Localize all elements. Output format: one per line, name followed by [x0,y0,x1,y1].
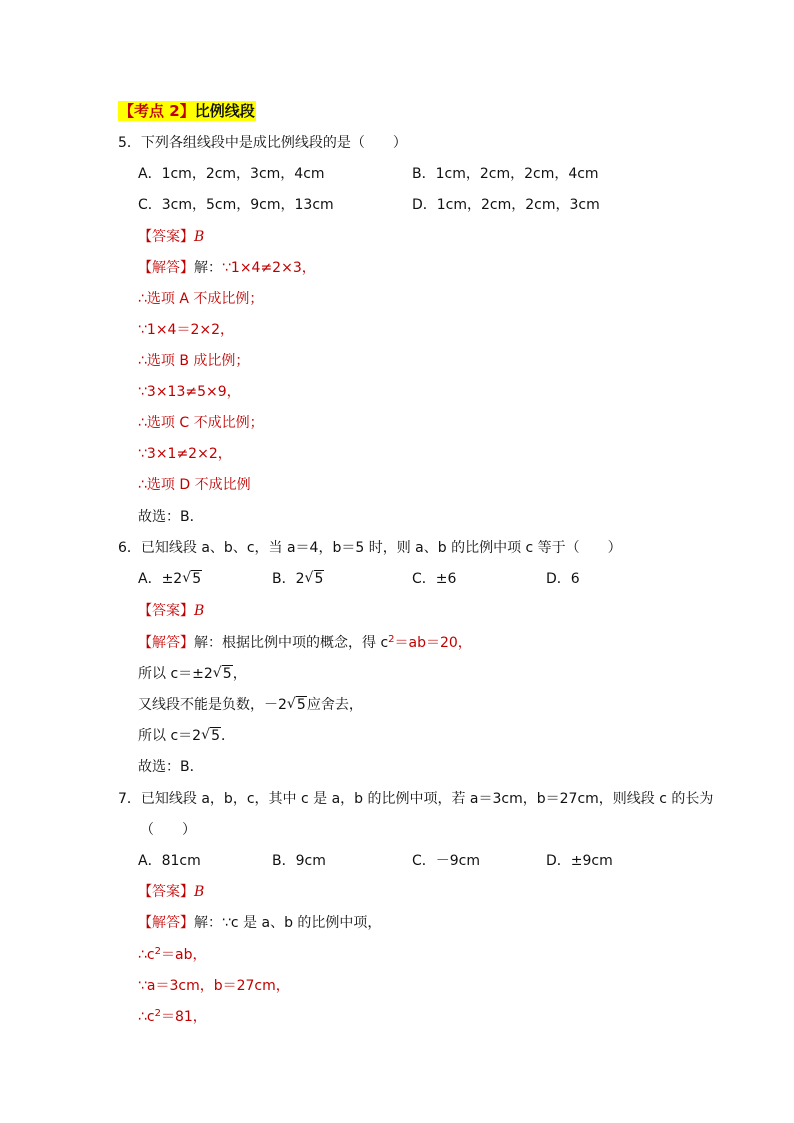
q6-line4-text: 所以 c＝2 [138,728,202,744]
q7-line2-text: ∴c [138,947,155,963]
q6-line2-radicand: 5 [222,666,232,682]
section-heading [118,101,256,121]
q5-option-c: C．3cm，5cm，9cm，13cm [138,197,334,213]
q6-answer [138,601,204,621]
q7-option-b: B．9cm [272,853,326,869]
q6-line3-sqrt [287,695,307,715]
q5-option-b: B．1cm，2cm，2cm，4cm [412,166,599,182]
q7-option-a: A．81cm [138,853,201,869]
q5-solution-line-1: ∵1×4≠2×3， [222,260,316,276]
q7-line4-sup: 2 [154,1008,161,1019]
q7-solution-line-4 [138,1007,207,1027]
q7-line4-end: ＝81， [160,1009,207,1025]
q5-solution-line-3: ∵1×4＝2×2， [138,322,234,338]
q6-option-b [272,569,324,589]
q6-option-b-radicand: 5 [314,571,324,587]
q6-option-a-sqrt [182,569,202,589]
q5-choose: 故选：B． [138,509,204,525]
q6-line2-sqrt [213,664,233,684]
q5-solution-line-5: ∵3×13≠5×9， [138,384,241,400]
q6-line4-sqrt [201,726,221,746]
q6-solution-line-4 [138,726,235,746]
q6-line3-radicand: 5 [296,697,306,713]
q6-option-b-sqrt [305,569,325,589]
q5-answer [138,227,204,247]
heading-bracket-open: 【 [119,102,135,120]
q5-solution-lead: 解： [194,260,222,276]
q7-line4-text: ∴c [138,1009,155,1025]
q6-line4-end: ． [220,728,235,744]
q7-option-d: D．±9cm [546,853,613,869]
q6-option-a-text: A．±2 [138,571,183,587]
q7-solution-line-3: ∵a＝3cm，b＝27cm， [138,978,290,994]
q6-stem: 6．已知线段 a、b、c，当 a＝4，b＝5 时，则 a、b 的比例中项 c 等于（ ） [118,540,622,556]
q5-solution-line-6: ∴选项 C 不成比例； [138,415,264,431]
q7-solution-label: 【解答】 [138,915,194,931]
q5-answer-value: B [194,229,205,245]
q7-option-c: C．－9cm [412,853,481,869]
q7-solution-line-2 [138,945,206,965]
q5-answer-label: 【答案】 [138,229,194,245]
q6-solution-line-2 [138,664,247,684]
q5-solution-line-8: ∴选项 D 不成比例 [138,477,251,493]
q5-solution-line-7: ∵3×1≠2×2， [138,446,232,462]
q7-solution-head [138,913,381,933]
q6-choose: 故选：B． [138,759,204,775]
q5-option-a: A．1cm，2cm，3cm，4cm [138,166,325,182]
heading-bracket-close: 】 [179,102,195,120]
q6-option-c: C．±6 [412,571,457,587]
q6-answer-label: 【答案】 [138,603,194,619]
q6-option-b-text: B．2 [272,571,305,587]
q6-line2-end: ， [232,666,247,682]
q6-line4-radicand: 5 [211,728,220,744]
heading-label: 考点 2 [134,102,180,120]
q5-solution-line-2: ∴选项 A 不成比例； [138,291,264,307]
q6-option-a-radicand: 5 [192,571,202,587]
q5-solution-label: 【解答】 [138,260,194,276]
q7-answer-label: 【答案】 [138,884,194,900]
q6-solution-label: 【解答】 [138,635,194,651]
q6-solution-tail: ＝ab＝20， [394,635,472,651]
q6-line3-text: 又线段不能是负数，－2 [138,697,287,713]
heading-title: 比例线段 [194,102,255,120]
q5-solution-head [138,258,316,278]
q6-solution-head [138,633,472,653]
q7-answer [138,882,204,902]
q7-stem-brackets: （ ） [140,822,196,838]
q6-answer-value: B [194,603,205,619]
q6-solution-sup: 2 [388,634,395,645]
q5-solution-line-4: ∴选项 B 成比例； [138,353,250,369]
q5-stem: 5．下列各组线段中是成比例线段的是（ ） [118,135,407,151]
q6-solution-line-3 [138,695,363,715]
q7-line2-sup: 2 [154,946,161,957]
q7-solution-lead: 解：∵c 是 a、b 的比例中项， [194,915,382,931]
q6-line3-end: 应舍去， [306,697,363,713]
q6-option-d: D．6 [546,571,580,587]
q7-answer-value: B [194,884,205,900]
q7-stem: 7．已知线段 a，b，c，其中 c 是 a，b 的比例中项，若 a＝3cm，b＝27cm，则线段 c 的长为 [118,791,714,807]
q6-option-a [138,569,202,589]
q7-line2-end: ＝ab， [160,947,207,963]
q5-option-d: D．1cm，2cm，2cm，3cm [412,197,600,213]
q6-line2-text: 所以 c＝±2 [138,666,213,682]
q6-solution-lead: 解：根据比例中项的概念，得 c [194,635,389,651]
